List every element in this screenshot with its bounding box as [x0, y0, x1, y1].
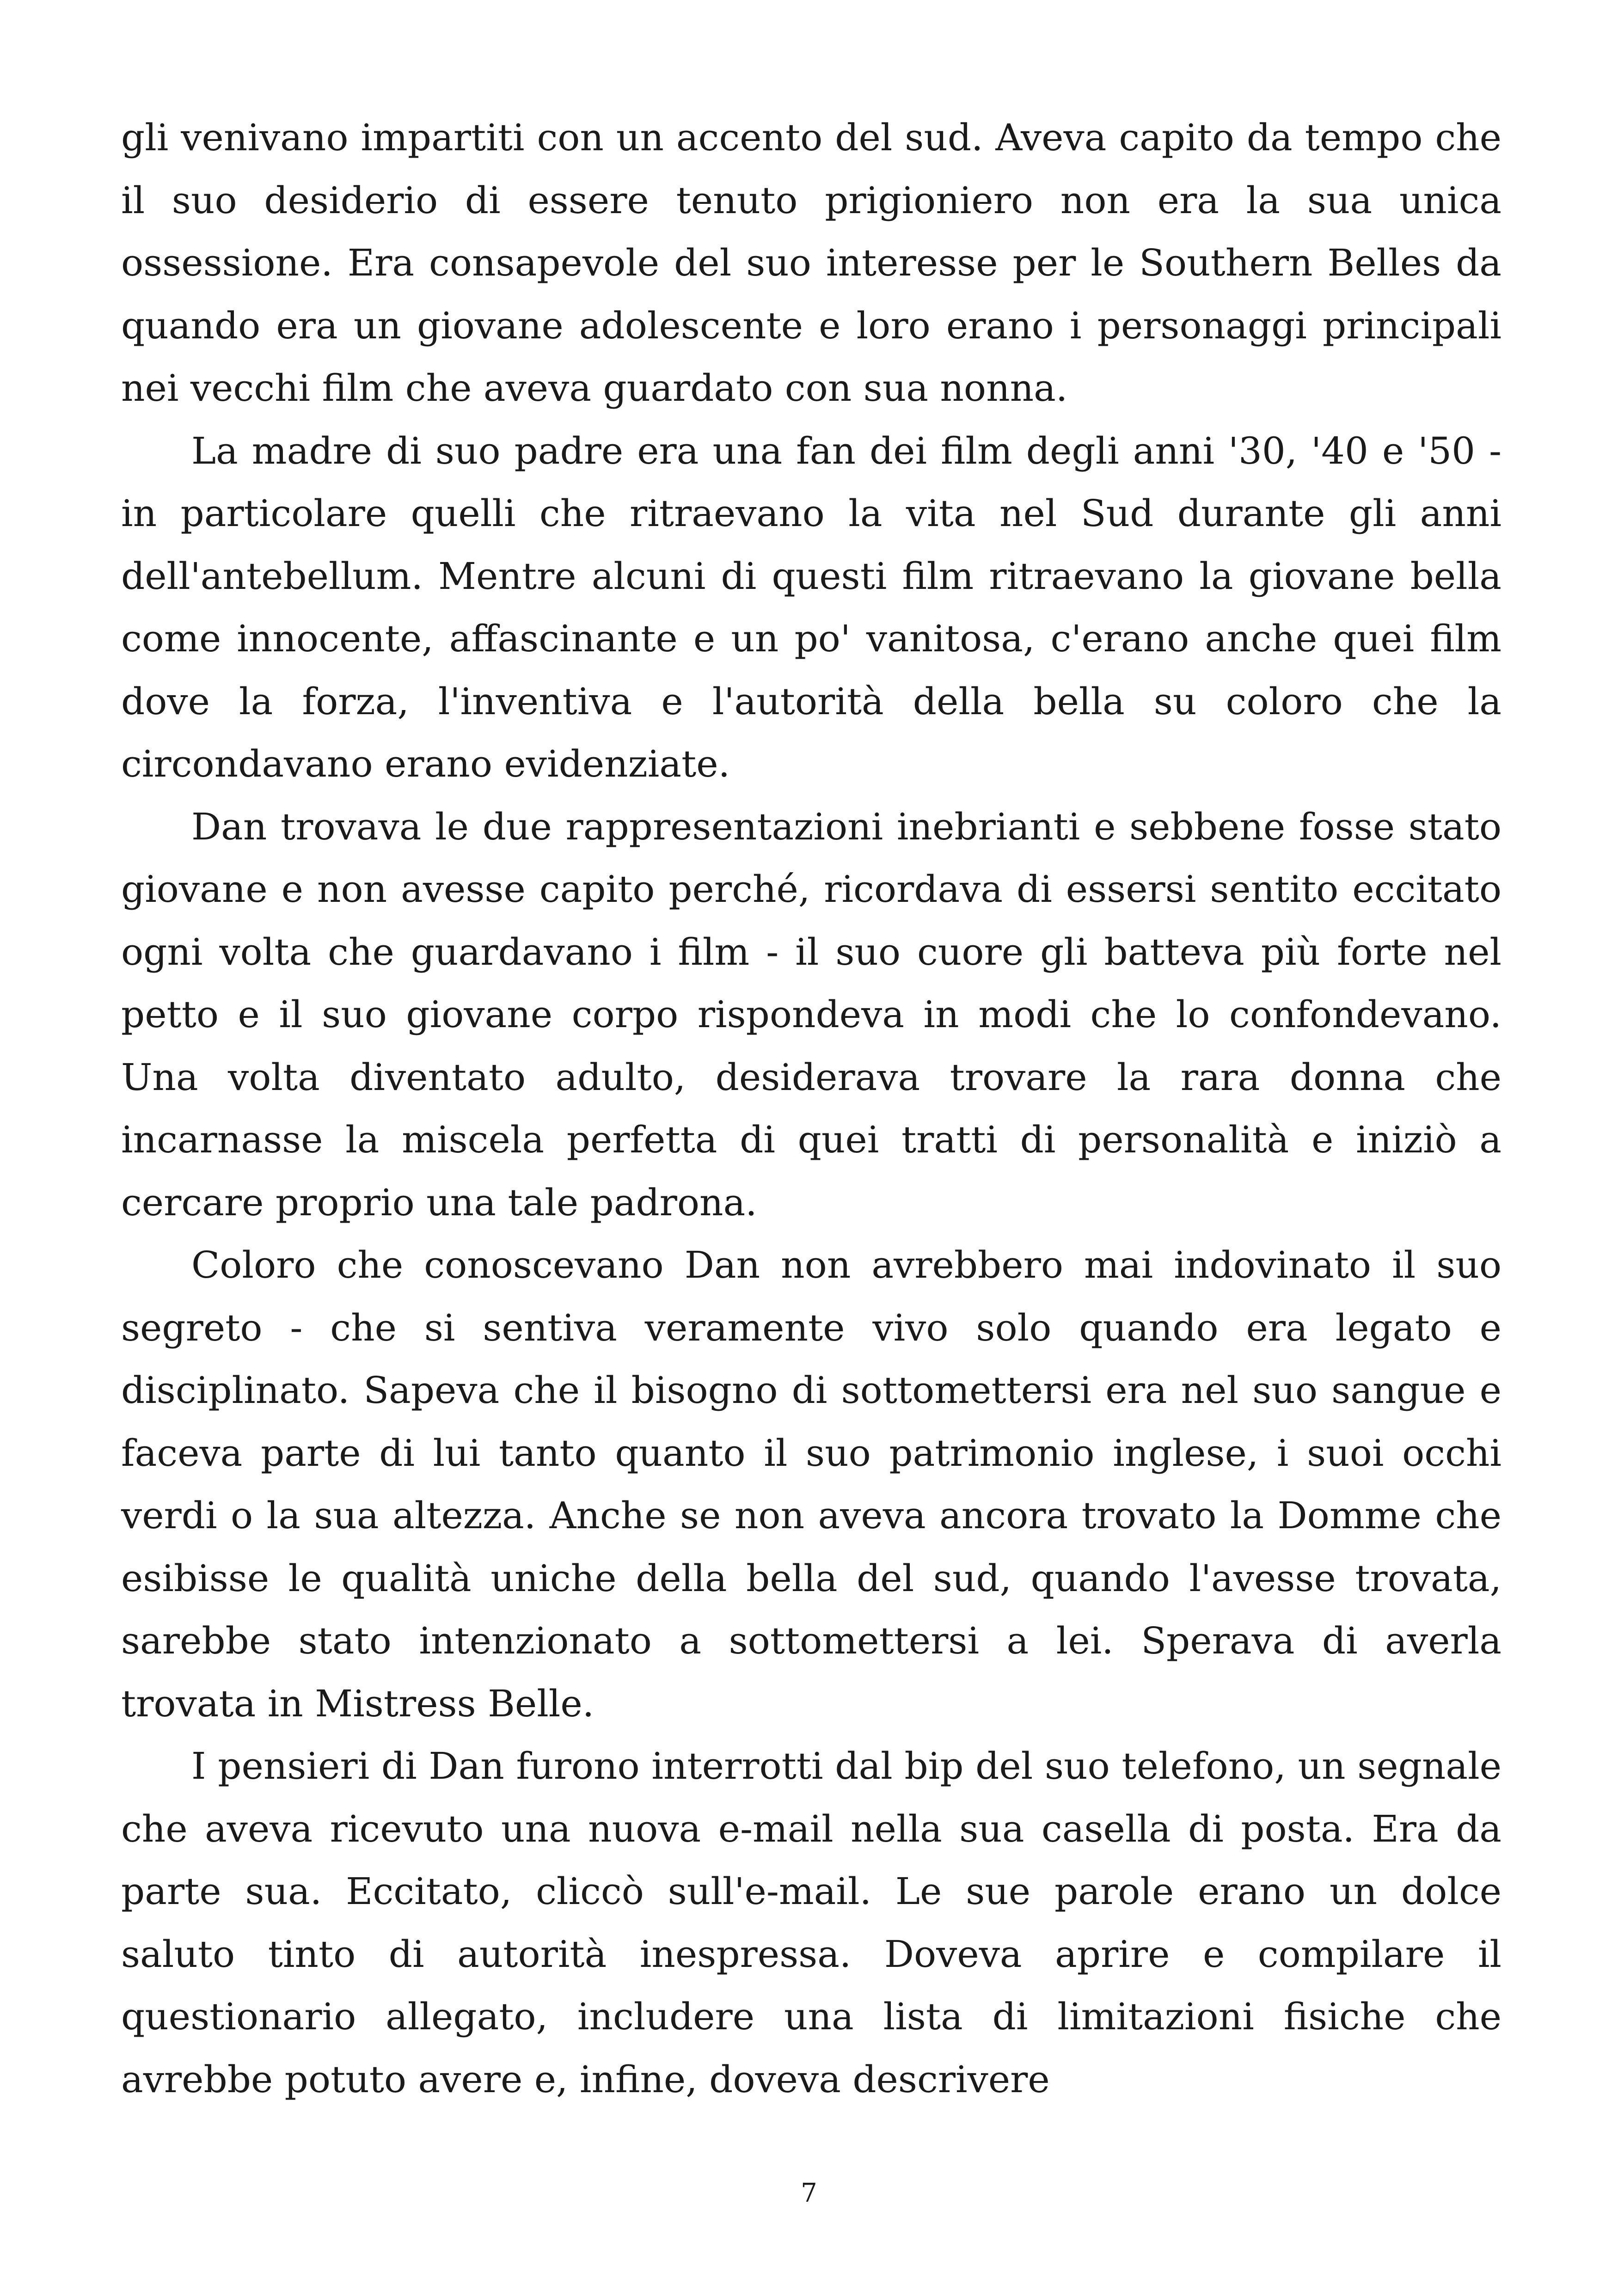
page-number: 7 [801, 2178, 817, 2208]
paragraph-5: I pensieri di Dan furono interrotti dal bip del suo telefono, un segnale che aveva ricevuto una nuova e-mail nella sua casella di posta. Era da parte sua. Eccitato, cliccò sull'e-mail. Le sue parole erano un dolce saluto tinto di autorità inespressa. Doveva aprire e compilare il questionario allegato, includere una lista di limitazioni fisiche che avrebbe potuto avere e, infine, doveva descrivere [121, 1745, 1502, 2101]
paragraph-2: La madre di suo padre era una fan dei film degli anni '30, '40 e '50 - in particolare quelli che ritraevano la vita nel Sud durante gli anni dell'antebellum. Mentre alcuni di questi film ritraevano la giovane bella come innocente, affascinante e un po' vanitosa, c'erano anche quei film dove la forza, l'inventiva e l'autorità della bella su coloro che la circondavano erano evidenziate. [121, 429, 1502, 785]
paragraph-3: Dan trovava le due rappresentazioni inebrianti e sebbene fosse stato giovane e non avesse capito perché, ricordava di essersi sentito eccitato ogni volta che guardavano i film - il suo cuore gli batteva più forte nel petto e il suo giovane corpo rispondeva in modi che lo confondevano. Una volta diventato adulto, desiderava trovare la rara donna che incarnasse la miscela perfetta di quei tratti di personalità e iniziò a cercare proprio una tale padrona. [121, 805, 1502, 1224]
paragraph-4: Coloro che conoscevano Dan non avrebbero mai indovinato il suo segreto - che si sentiva veramente vivo solo quando era legato e disciplinato. Sapeva che il bisogno di sottomettersi era nel suo sangue e faceva parte di lui tanto quanto il suo patrimonio inglese, i suoi occhi verdi o la sua altezza. Anche se non aveva ancora trovato la Domme che esibisse le qualità uniche della bella del sud, quando l'avesse trovata, sarebbe stato intenzionato a sottomettersi a lei. Sperava di averla trovata in Mistress Belle. [121, 1243, 1502, 1725]
paragraph-1: gli venivano impartiti con un accento del sud. Aveva capito da tempo che il suo desiderio di essere tenuto prigioniero non era la sua unica ossessione. Era consapevole del suo interesse per le Southern Belles da quando era un giovane adolescente e loro erano i personaggi principali nei vecchi film che aveva guardato con sua nonna. [121, 116, 1502, 410]
body-text [121, 106, 1502, 2111]
